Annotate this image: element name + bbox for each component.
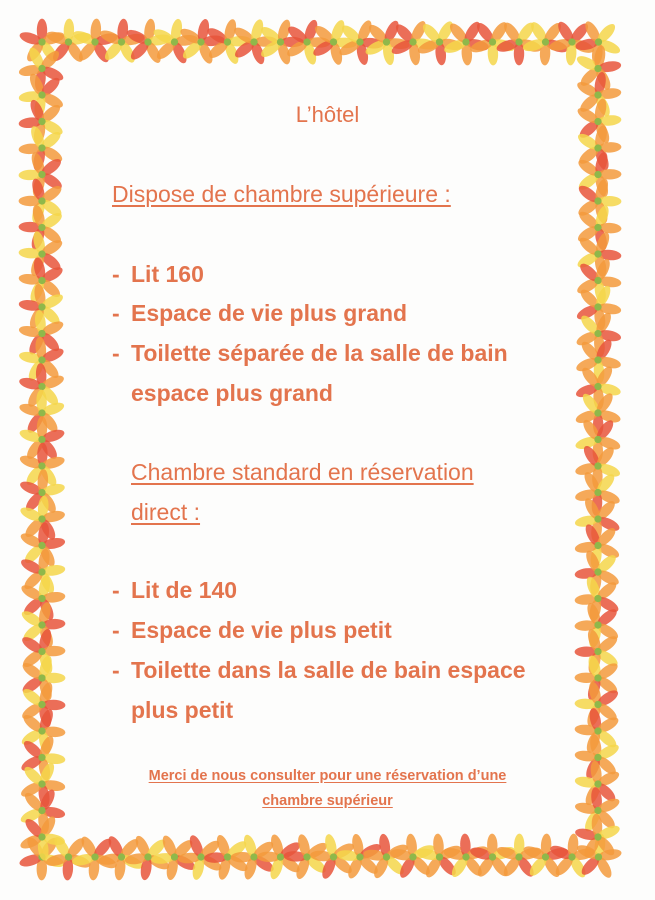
standard-item-toilet (112, 657, 526, 684)
list-dash: - (112, 617, 120, 643)
superior-item-toilet (112, 340, 508, 367)
list-item-text: Lit de 140 (131, 577, 238, 603)
list-dash: - (112, 577, 120, 603)
list-item-text: Toilette dans la salle de bain espace (131, 657, 526, 683)
standard-item-toilet-continued: plus petit (131, 697, 234, 723)
list-item-text: Espace de vie plus grand (131, 300, 408, 326)
superior-item-bed (112, 261, 204, 288)
list-item-text: Toilette séparée de la salle de bain (131, 340, 508, 366)
superior-item-space (112, 300, 408, 327)
list-dash: - (112, 340, 120, 366)
page-title: L’hôtel (295, 102, 360, 127)
list-item-text: Espace de vie plus petit (131, 617, 392, 643)
superior-item-toilet-continued: espace plus grand (131, 380, 333, 406)
footer-note-line2: chambre supérieur (262, 793, 393, 809)
standard-item-bed (112, 577, 238, 604)
footer-note-line1: Merci de nous consulter pour une réservation d’une (148, 768, 507, 784)
list-dash: - (112, 261, 120, 287)
standard-room-heading-line2: direct : (131, 499, 201, 525)
superior-room-heading: Dispose de chambre supérieure : (112, 181, 451, 207)
list-dash: - (112, 300, 120, 326)
list-dash: - (112, 657, 120, 683)
list-item-text: Lit 160 (131, 261, 204, 287)
standard-item-space (112, 617, 392, 644)
standard-room-heading-line1: Chambre standard en réservation (131, 459, 474, 485)
